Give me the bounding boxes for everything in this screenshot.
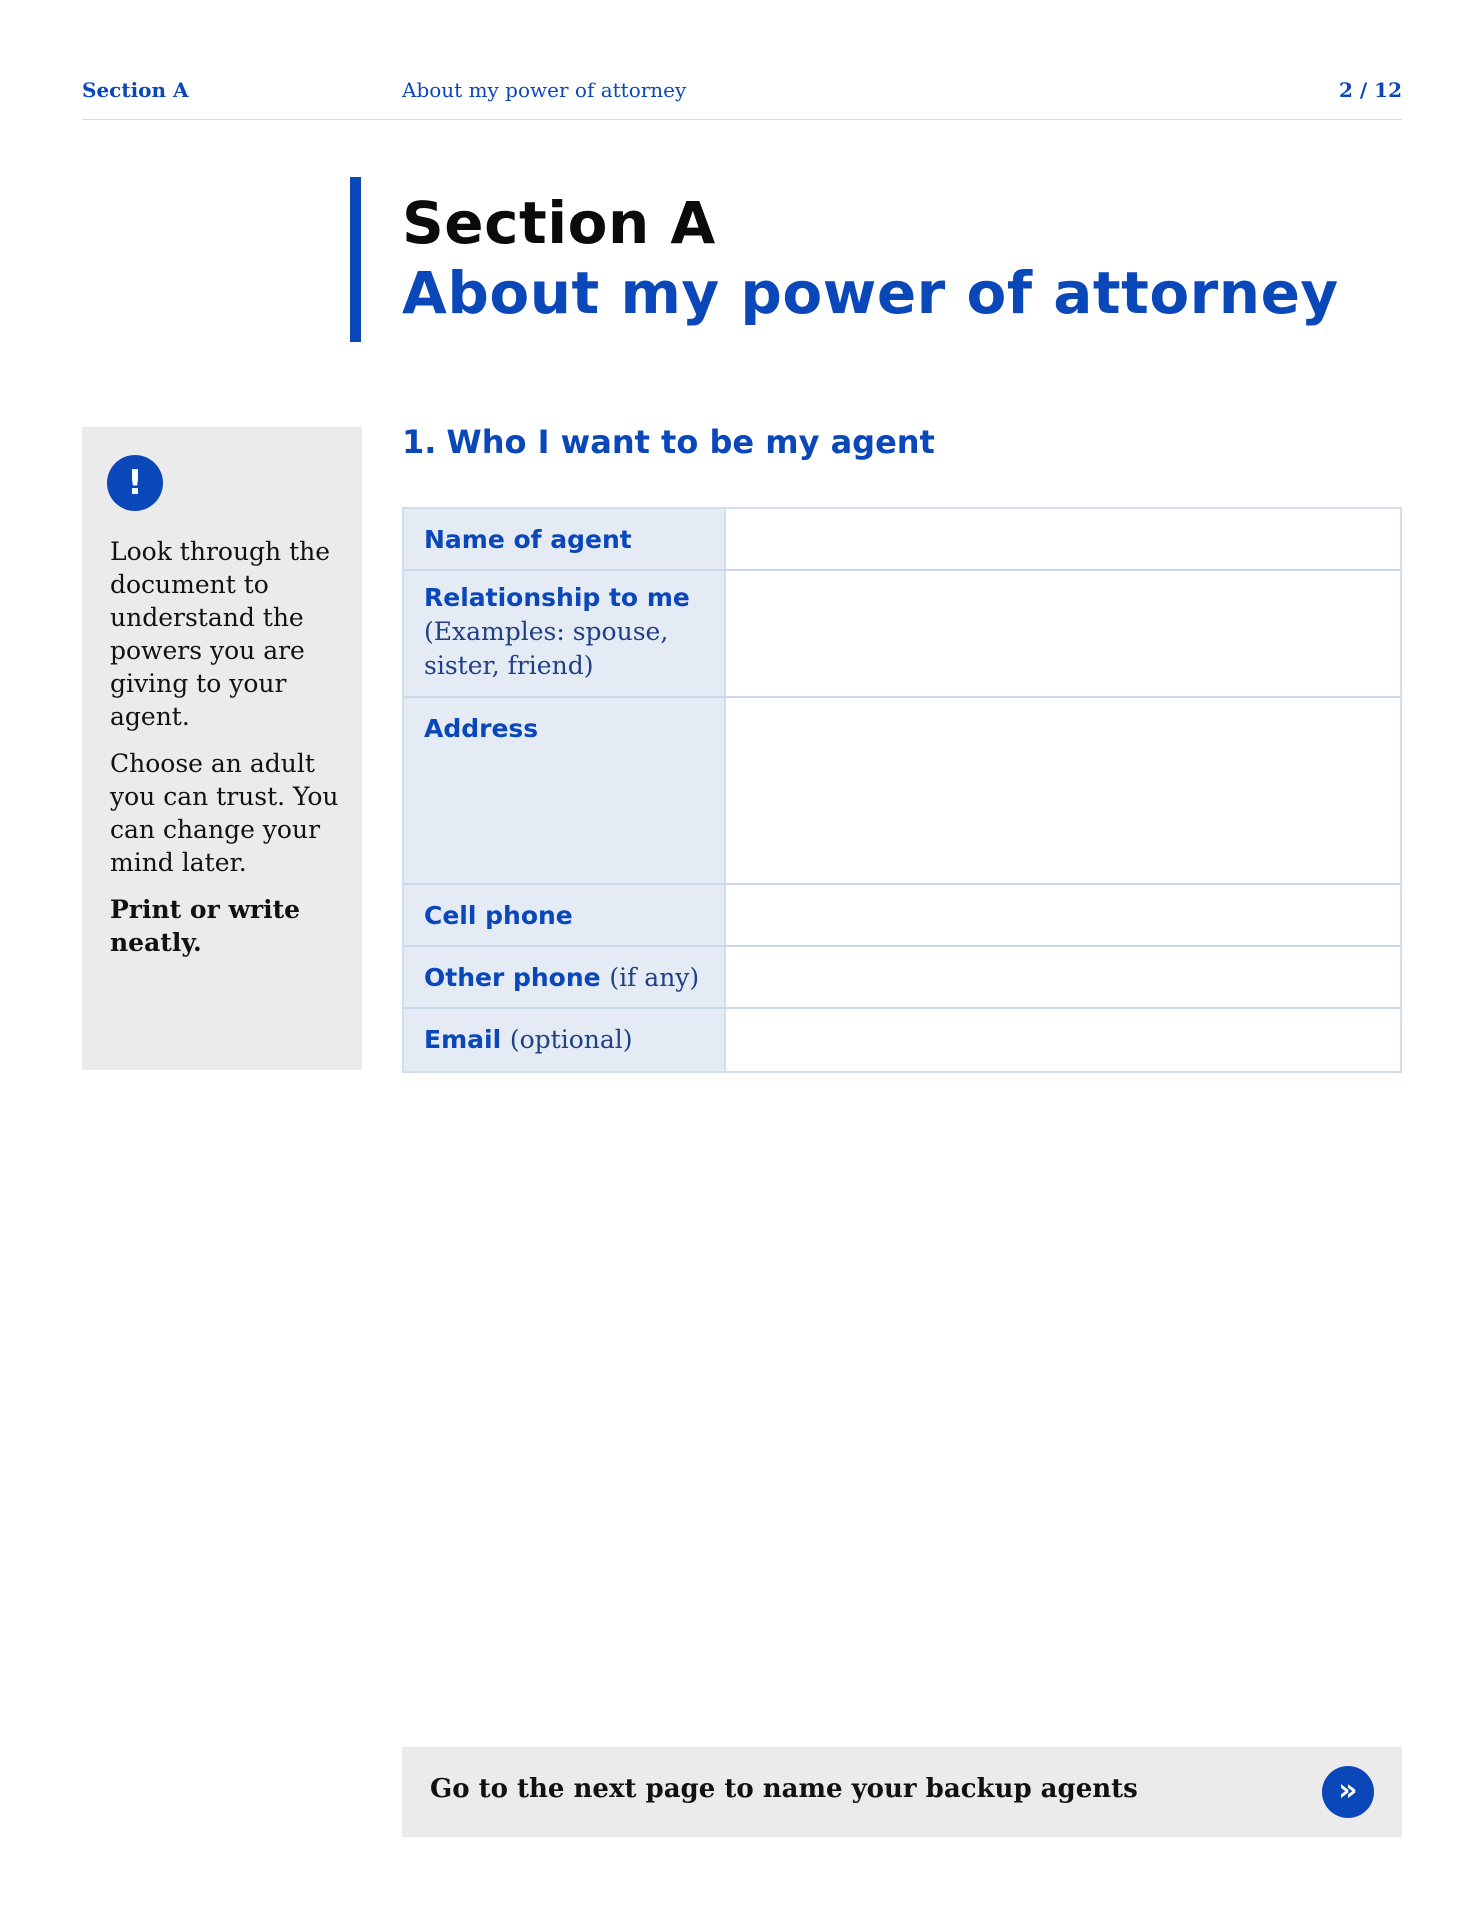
section-subtitle: About my power of attorney [402, 259, 1339, 327]
tip-text [110, 535, 346, 973]
header-section-label: Section A [82, 78, 189, 102]
next-page-banner [402, 1747, 1402, 1837]
question-heading [402, 420, 935, 464]
title-accent-bar [350, 177, 361, 342]
form-row-other-phone [404, 947, 1400, 1009]
page-title [402, 188, 1339, 328]
form-row-cell-phone [404, 885, 1400, 947]
form-label [404, 947, 724, 1007]
label-text: Name of agent [424, 525, 632, 554]
tip-paragraph: Look through the document to understand the powers you are giving to your agent. [110, 537, 331, 731]
address-field[interactable] [724, 698, 1400, 883]
label-text: Address [424, 714, 539, 743]
header-title: About my power of attorney [402, 78, 687, 102]
agent-name-field[interactable] [724, 509, 1400, 569]
label-note: (Examples: spouse, sister, friend) [424, 617, 669, 680]
form-label [404, 1009, 724, 1071]
form-row-relationship [404, 571, 1400, 698]
section-title: Section A [402, 189, 716, 257]
label-text: Other phone [424, 963, 601, 992]
label-text: Cell phone [424, 901, 573, 930]
exclamation-icon: ! [107, 455, 163, 511]
label-note: (if any) [609, 963, 700, 992]
label-text: Email [424, 1025, 502, 1054]
double-chevron-right-icon[interactable]: » [1322, 1766, 1374, 1818]
tip-sidebar [82, 427, 362, 1070]
email-field[interactable] [724, 1009, 1400, 1071]
form-row-email [404, 1009, 1400, 1071]
agent-form-table [402, 507, 1402, 1073]
relationship-field[interactable] [724, 571, 1400, 696]
other-phone-field[interactable] [724, 947, 1400, 1007]
form-row-name [404, 509, 1400, 571]
tip-paragraph-bold: Print or write neatly. [110, 895, 301, 957]
form-label [404, 885, 724, 945]
question-text: Who I want to be my agent [446, 423, 935, 461]
label-text: Relationship to me [424, 583, 690, 612]
page-number: 2 / 12 [1339, 78, 1402, 102]
form-row-address [404, 698, 1400, 885]
form-label [404, 571, 724, 696]
running-header [82, 74, 1402, 120]
tip-paragraph: Choose an adult you can trust. You can change your mind later. [110, 749, 339, 877]
question-number: 1. [402, 423, 437, 461]
form-label [404, 698, 724, 883]
form-label [404, 509, 724, 569]
next-page-text: Go to the next page to name your backup agents [430, 1774, 1138, 1804]
cell-phone-field[interactable] [724, 885, 1400, 945]
label-note: (optional) [509, 1025, 633, 1054]
